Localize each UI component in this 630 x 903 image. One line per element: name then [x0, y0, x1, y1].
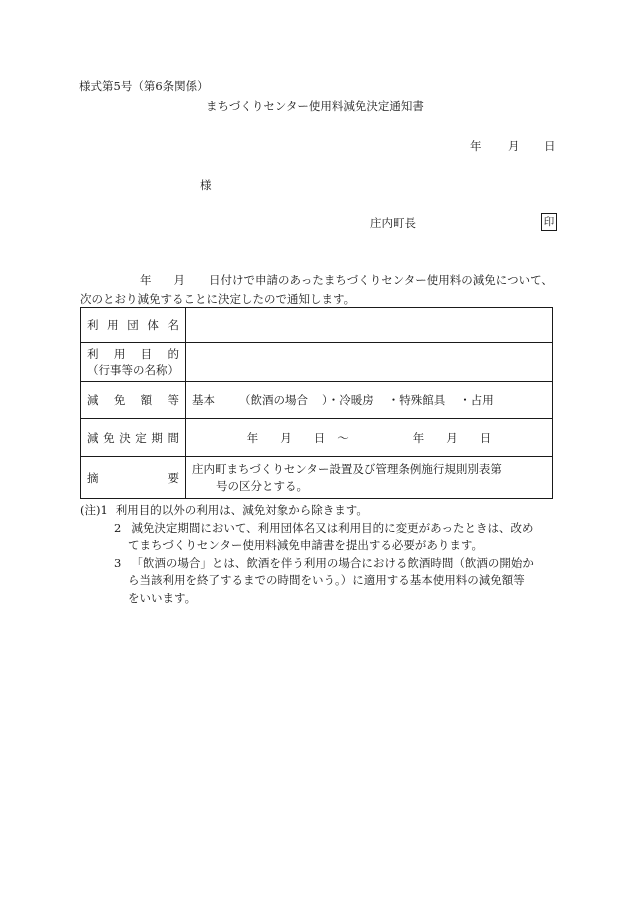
org-name-label — [87, 317, 179, 333]
seal-mark: 印 — [541, 213, 557, 231]
note-1 — [80, 502, 560, 520]
table-row-summary — [81, 457, 553, 499]
label-char: 間 — [167, 430, 179, 445]
table-row-reduction — [81, 382, 553, 419]
issue-date — [470, 139, 560, 153]
body-year: 年 — [140, 273, 152, 287]
summary-line-1: 庄内町まちづくりセンター設置及び管理条例施行規則別表第 — [192, 461, 502, 476]
note-1-text: 利用目的以外の利用は、減免対象から除きます。 — [115, 503, 368, 517]
note-3-line-2: ら当該利用を終了するまでの時間をいう。）に適用する基本使用料の減免額等 — [128, 573, 525, 587]
purpose-sub-label: （行事等の名称） — [87, 363, 179, 377]
label-char: 目 — [140, 347, 153, 361]
period-day-2: 日 — [479, 430, 492, 445]
note-3-num: 3 — [114, 555, 122, 570]
summary-label-cell — [81, 457, 186, 499]
period-label-cell — [81, 419, 186, 457]
summary-value — [186, 457, 553, 499]
note-3 — [80, 555, 560, 573]
body-line-1-text: 日付けで申請のあったまちづくりセンター使用料の減免について、 — [209, 273, 553, 287]
summary-label — [87, 470, 179, 486]
reduction-label-cell — [81, 382, 186, 419]
notes — [80, 502, 560, 607]
purpose-value — [186, 343, 553, 382]
label-char: 等 — [167, 393, 179, 407]
summary-line-2: 号の区分とする。 — [216, 478, 308, 493]
summary-label-1: 摘 — [87, 470, 99, 485]
label-char: 利 — [87, 347, 99, 361]
note-2 — [80, 520, 560, 538]
period-label — [87, 430, 179, 446]
recipient-suffix: 様 — [200, 178, 212, 192]
issuer-name: 庄内町長 — [370, 216, 416, 230]
label-char: 減 — [87, 393, 99, 407]
reduction-drinking: （飲酒の場合 — [239, 393, 308, 407]
reduction-basic: 基本 — [192, 393, 215, 407]
label-char: 決 — [119, 430, 131, 445]
date-year: 年 — [470, 139, 482, 153]
label-char: 定 — [135, 430, 147, 445]
label-char: 減 — [87, 430, 99, 445]
period-year-2: 年 — [412, 430, 425, 445]
period-month: 月 — [280, 430, 292, 445]
note-2-num: 2 — [114, 520, 122, 535]
label-char: 団 — [127, 318, 139, 332]
period-tilde: ～ — [337, 430, 349, 445]
label-char: 免 — [103, 430, 115, 445]
label-char: 額 — [140, 393, 153, 407]
label-char: 的 — [167, 347, 179, 361]
reduction-label — [87, 392, 179, 408]
decision-table — [80, 307, 553, 499]
document-title: まちづくりセンター使用料減免決定通知書 — [206, 99, 424, 113]
period-year: 年 — [246, 430, 259, 445]
org-name-label-cell — [81, 308, 186, 343]
table-row-purpose — [81, 343, 553, 382]
date-day: 日 — [544, 139, 556, 153]
note-3-line-3: をいいます。 — [128, 590, 197, 605]
label-char: 免 — [113, 393, 126, 407]
purpose-label — [87, 346, 179, 362]
summary-label-2: 要 — [167, 470, 179, 485]
note-prefix: (注)1 — [80, 503, 108, 517]
reduction-heating: ・冷暖房 — [327, 393, 374, 407]
reduction-occupancy: ・占用 — [459, 393, 494, 407]
body-line-2: 次のとおり減免することに決定したので通知します。 — [80, 292, 356, 306]
reduction-close-paren: ） — [322, 393, 328, 407]
note-3-line-1: 「飲酒の場合」とは、飲酒を伴う利用の場合における飲酒時間（飲酒の開始か — [131, 555, 534, 570]
label-char: 期 — [151, 430, 163, 445]
label-char: 名 — [167, 318, 179, 332]
date-month: 月 — [508, 139, 520, 153]
label-char: 体 — [147, 318, 159, 332]
note-2-line-1: 減免決定期間において、利用団体名又は利用目的に変更があったときは、改め — [131, 520, 534, 535]
body-month: 月 — [173, 273, 185, 287]
label-char: 利 — [87, 318, 99, 332]
body-line-1 — [80, 273, 553, 287]
table-row-org — [81, 308, 553, 343]
label-char: 用 — [107, 318, 119, 332]
label-char: 用 — [113, 347, 126, 361]
note-2-line-2: てまちづくりセンター使用料減免申請書を提出する必要があります。 — [128, 538, 484, 552]
reduction-special: ・特殊館具 — [387, 393, 446, 407]
purpose-label-cell — [81, 343, 186, 382]
reduction-value — [186, 382, 553, 419]
period-value — [186, 419, 553, 457]
form-number: 様式第5号（第6条関係） — [79, 79, 209, 93]
period-month-2: 月 — [446, 430, 458, 445]
org-name-value — [186, 308, 553, 343]
period-day: 日 — [313, 430, 326, 445]
table-row-period — [81, 419, 553, 457]
